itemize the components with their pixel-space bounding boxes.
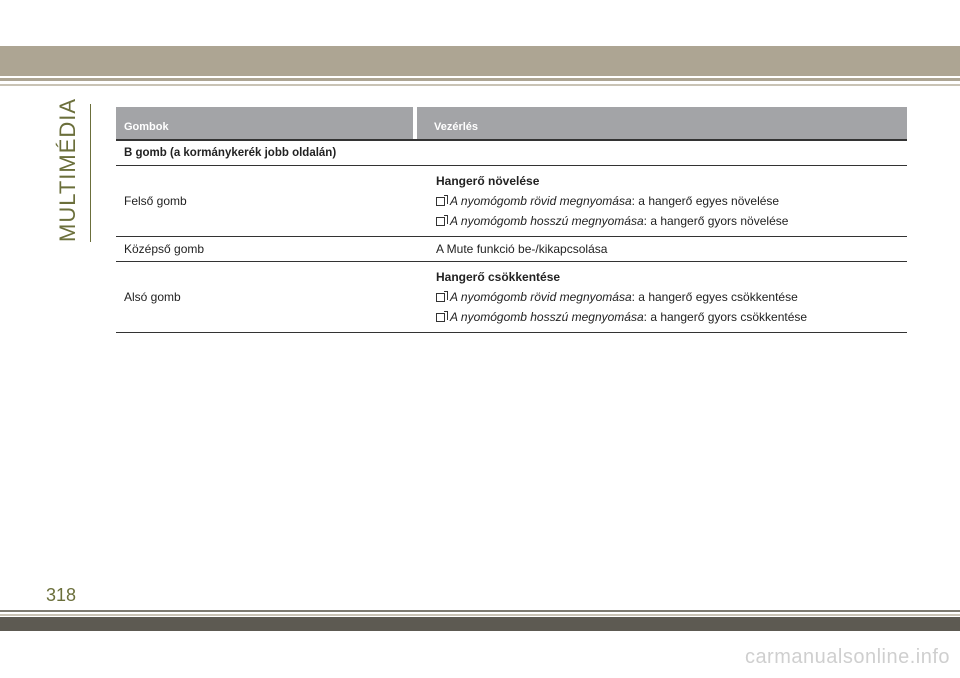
bottom-rule-thin — [0, 614, 960, 616]
checkbox-bullet-icon — [436, 217, 445, 226]
header-vezerles: Vezérlés — [417, 107, 907, 139]
side-rule — [90, 104, 91, 242]
control-text: A Mute funkció be-/kikapcsolása — [436, 242, 608, 256]
table-row — [116, 237, 907, 262]
table-row — [116, 166, 907, 237]
button-name: Középső gomb — [124, 242, 205, 256]
header-gombok: Gombok — [116, 107, 413, 139]
list-item: A nyomógomb rövid megnyomása : a hangerő egyes csökkentése — [436, 287, 907, 307]
top-rule-thin — [0, 84, 960, 86]
table-header — [116, 107, 907, 139]
list-item: A nyomógomb hosszú megnyomása : a hangerő gyors növelése — [436, 211, 907, 231]
watermark: carmanualsonline.info — [744, 646, 950, 668]
top-rule — [0, 78, 960, 81]
control-title: Hangerő csökkentése — [436, 270, 561, 284]
control-title: Hangerő növelése — [436, 174, 540, 188]
bottom-rule — [0, 610, 960, 612]
checkbox-bullet-icon — [436, 293, 445, 302]
checkbox-bullet-icon — [436, 197, 445, 206]
list-item: A nyomógomb hosszú megnyomása : a hangerő gyors csökkentése — [436, 307, 907, 327]
control-cell — [430, 166, 907, 236]
controls-table — [116, 107, 907, 333]
list-item: A nyomógomb rövid megnyomása : a hangerő egyes növelése — [436, 191, 907, 211]
bottom-decorative-band — [0, 617, 960, 631]
section-row: B gomb (a kormánykerék jobb oldalán) — [116, 141, 907, 166]
checkbox-bullet-icon — [436, 313, 445, 322]
section-side-label: MULTIMÉDIA — [55, 97, 80, 242]
page-number: 318 — [46, 585, 77, 605]
button-name: Felső gomb — [124, 194, 187, 208]
top-decorative-band — [0, 46, 960, 76]
table-row — [116, 262, 907, 333]
control-cell — [430, 262, 907, 332]
button-name: Alsó gomb — [124, 290, 181, 304]
